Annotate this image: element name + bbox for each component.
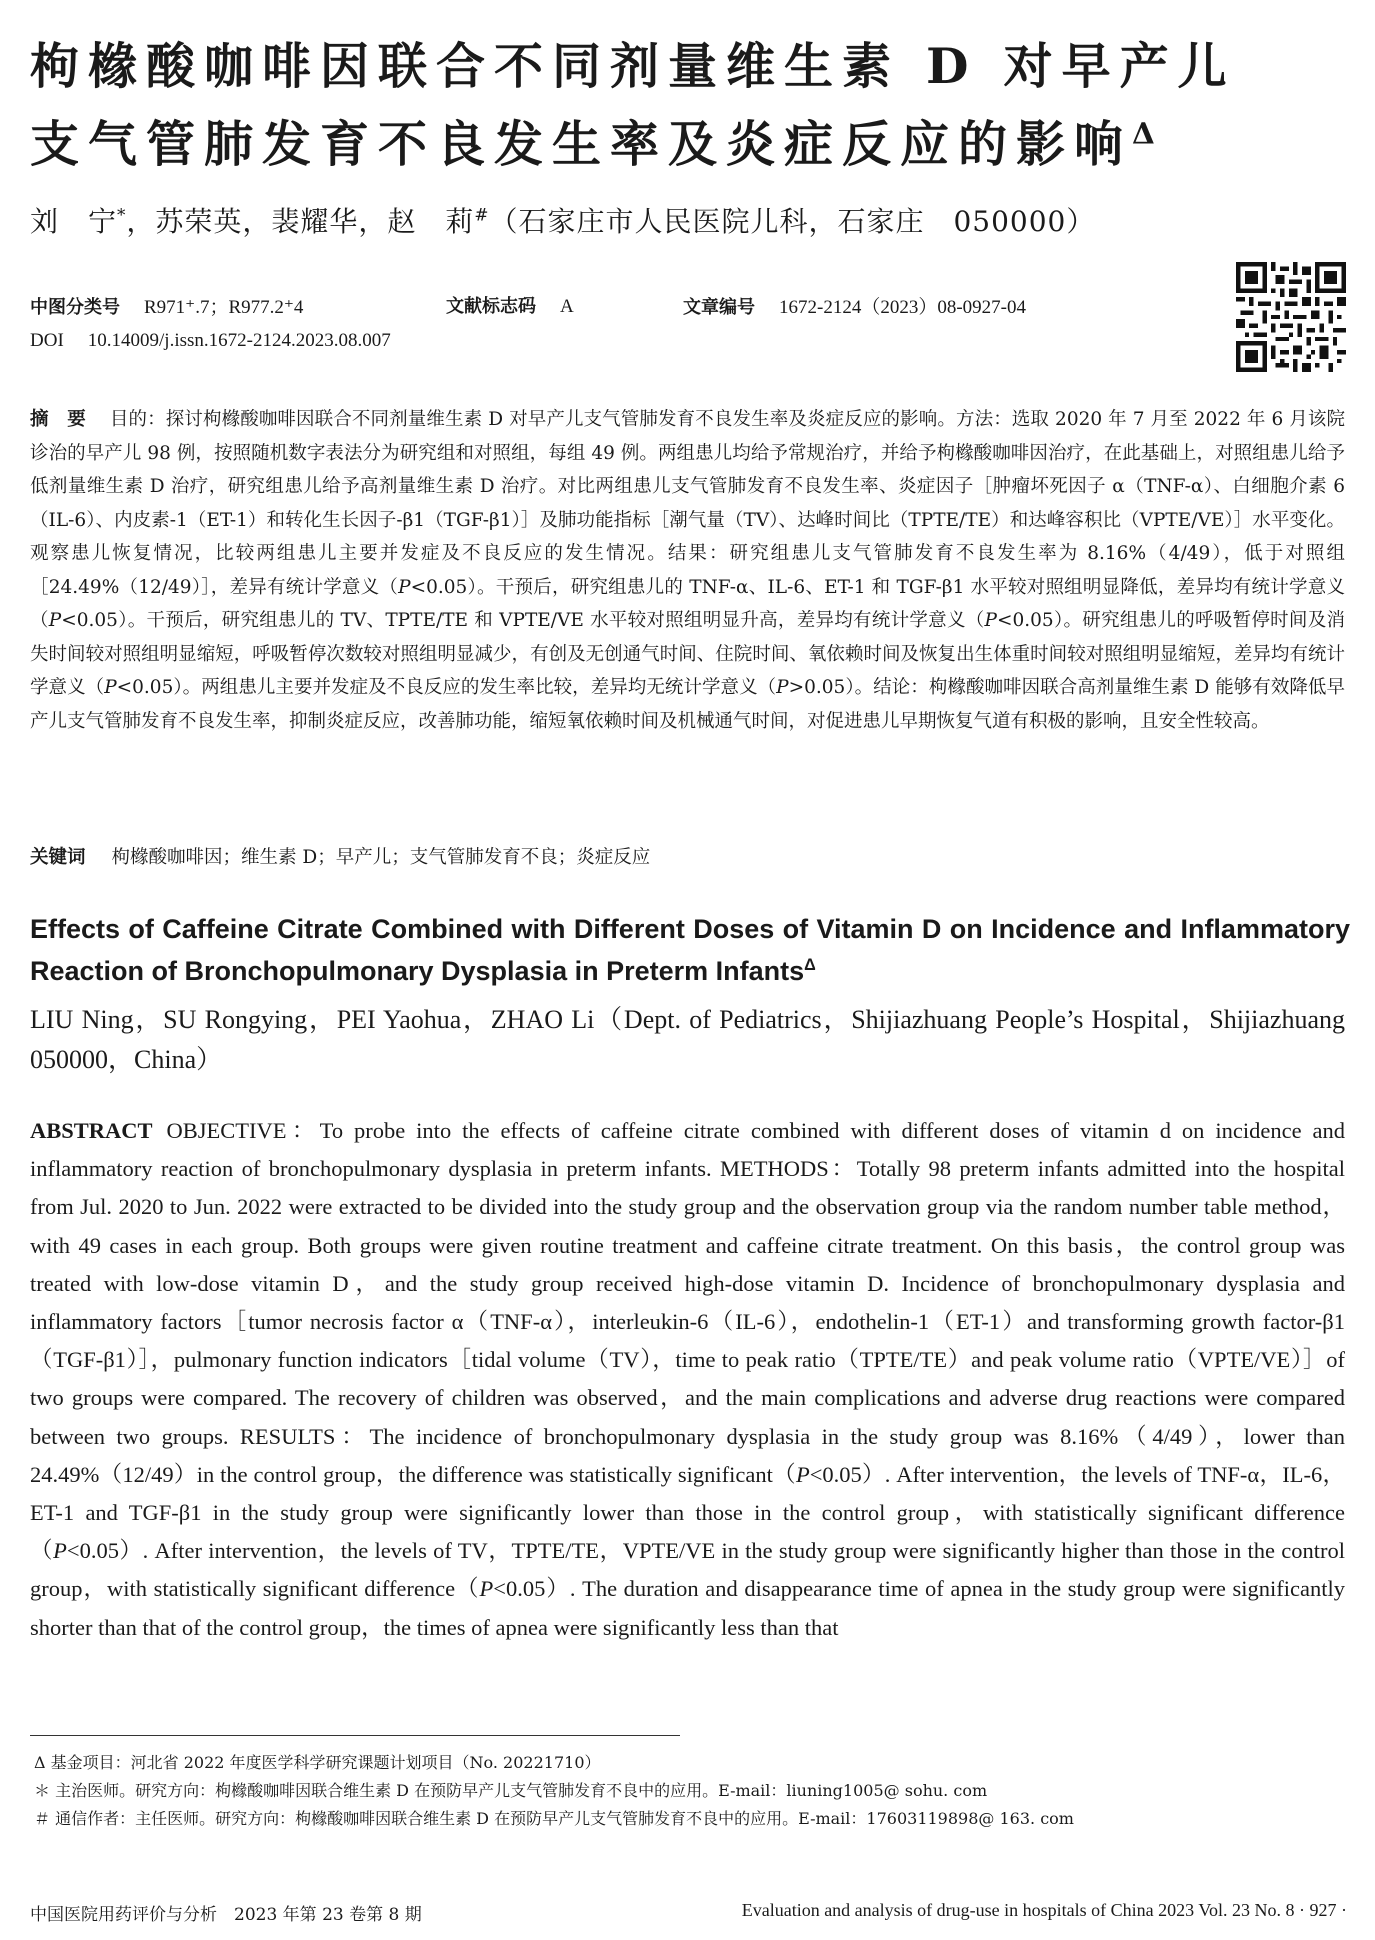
- article-number: 文章编号 1672-2124（2023）08-0927-04: [683, 297, 1026, 318]
- abstract-en: ABSTRACT OBJECTIVE：To probe into the effects of caffeine citrate combined with different doses of vitamin d on incidence and inflammatory reaction of bronchopulmonary dysplasia in preterm infants. METHODS：Totally 98 preterm infants admitted into the hospital from Jul. 2020 to Jun. 2022 were extracted to be divided into the study group and the observation group via the random number table method，with 49 cases in each group. Both groups were given routine treatment and caffeine citrate treatment. On this basis，the control group was treated with low-dose vitamin D，and the study group received high-dose vitamin D. Incidence of bronchopulmonary dysplasia and inflammatory factors［tumor necrosis factor α（TNF-α），interleukin-6（IL-6），endothelin-1（ET-1）and transforming growth factor-β1（TGF-β1）］，pulmonary function indicators［tidal volume（TV），time to peak ratio（TPTE/TE）and peak volume ratio（VPTE/VE）］of two groups were compared. The recovery of children was observed，and the main complications and adverse drug reactions were compared between two groups. RESULTS：The incidence of bronchopulmonary dysplasia in the study group was 8.16%（4/49），lower than 24.49%（12/49）in the control group，the difference was statistically significant（P<0.05）. After intervention，the levels of TNF-α，IL-6，ET-1 and TGF-β1 in the study group were significantly lower than those in the control group，with statistically significant difference（P<0.05）. After intervention，the levels of TV，TPTE/TE，VPTE/VE in the study group were significantly higher than those in the control group，with statistically significant difference（P<0.05）. The duration and disappearance time of apnea in the study group were significantly shorter than that of the control group，the times of apnea were significantly less than that: [30, 1118, 1345, 1640]
- clc-number: 中图分类号 R971⁺.7；R977.2⁺4: [30, 297, 304, 318]
- title-cn-mark: Δ: [1132, 115, 1164, 151]
- title-en: Effects of Caffeine Citrate Combined with Different Doses of Vitamin D on Incidence and Inflammatory Reaction of Bronchopulmonary Dysplasia in Preterm Infants$^\Delta$: [30, 914, 1350, 986]
- keywords-cn: 关键词 枸橼酸咖啡因；维生素 D；早产儿；支气管肺发育不良；炎症反应: [30, 847, 651, 868]
- qr-code-icon: [1236, 262, 1346, 372]
- document-code: 文献标志码 A: [446, 296, 574, 317]
- abstract-cn-label: 摘 要: [30, 409, 86, 430]
- doi: DOI 10.14009/j.issn.1672-2124.2023.08.007: [30, 330, 391, 351]
- footer-journal-en: Evaluation and analysis of drug-use in hospitals of China 2023 Vol. 23 No. 8 · 927 ·: [741, 1900, 1347, 1920]
- footer-journal-cn: 中国医院用药评价与分析 2023 年第 23 卷第 8 期: [30, 1905, 422, 1925]
- abstract-en-label: ABSTRACT: [30, 1118, 153, 1143]
- footnote-divider: [30, 1735, 680, 1736]
- abstract-cn: 摘 要 目的：探讨枸橼酸咖啡因联合不同剂量维生素 D 对早产儿支气管肺发育不良发生率及炎症反应的影响。方法：选取 2020 年 7 月至 2022 年 6 月该院诊治的早产儿 98 例，按照随机数字表法分为研究组和对照组，每组 49 例。两组患儿均给予常规治疗，并给予枸橼酸咖啡因治疗，在此基础上，对照组患儿给予低剂量维生素 D 治疗，研究组患儿给予高剂量维生素 D 治疗。对比两组患儿支气管肺发育不良发生率、炎症因子［肿瘤坏死因子 α（TNF-α）、白细胞介素 6（IL-6）、内皮素-1（ET-1）和转化生长因子-β1（TGF-β1）］及肺功能指标［潮气量（TV）、达峰时间比（TPTE/TE）和达峰容积比（VPTE/VE）］水平变化。观察患儿恢复情况，比较两组患儿主要并发症及不良反应的发生情况。结果：研究组患儿支气管肺发育不良发生率为 8.16%（4/49），低于对照组［24.49%（12/49）］，差异有统计学意义（P<0.05）。干预后，研究组患儿的 TNF-α、IL-6、ET-1 和 TGF-β1 水平较对照组明显降低，差异均有统计学意义（P<0.05）。干预后，研究组患儿的 TV、TPTE/TE 和 VPTE/VE 水平较对照组明显升高，差异均有统计学意义（P<0.05）。研究组患儿的呼吸暂停时间及消失时间较对照组明显缩短，呼吸暂停次数较对照组明显减少，有创及无创通气时间、住院时间、氧依赖时间及恢复出生体重时间较对照组明显缩短，差异均有统计学意义（P<0.05）。两组患儿主要并发症及不良反应的发生率比较，差异均无统计学意义（P>0.05）。结论：枸橼酸咖啡因联合高剂量维生素 D 能够有效降低早产儿支气管肺发育不良发生率，抑制炎症反应，改善肺功能，缩短氧依赖时间及机械通气时间，对促进患儿早期恢复气道有积极的影响，且安全性较高。: [30, 409, 1345, 732]
- authors-en: LIU Ning，SU Rongying，PEI Yaohua，ZHAO Li（Dept. of Pediatrics，Shijiazhuang People’s Hospital，Shijiazhuang 050000，China）: [30, 1005, 1345, 1074]
- title-cn-line2: 支气管肺发育不良发生率及炎症反应的影响$^\Delta$: [30, 115, 1164, 173]
- footnote-corresponding-author: ＃ 通信作者：主任医师。研究方向：枸橼酸咖啡因联合维生素 D 在预防早产儿支气管肺发育不良中的应用。E-mail：17603119898@ 163. com: [34, 1809, 1074, 1828]
- authors-cn: 刘 宁*，苏荣英，裴耀华，赵 莉#（石家庄市人民医院儿科，石家庄 050000）: [30, 204, 1096, 238]
- footnote-funding: Δ 基金项目：河北省 2022 年度医学科学研究课题计划项目（No. 20221710）: [34, 1753, 601, 1772]
- title-cn-line1: 枸橼酸咖啡因联合不同剂量维生素 D 对早产儿: [30, 37, 1236, 95]
- footnote-first-author: ＊ 主治医师。研究方向：枸橼酸咖啡因联合维生素 D 在预防早产儿支气管肺发育不良中的应用。E-mail：liuning1005@ sohu. com: [34, 1781, 988, 1800]
